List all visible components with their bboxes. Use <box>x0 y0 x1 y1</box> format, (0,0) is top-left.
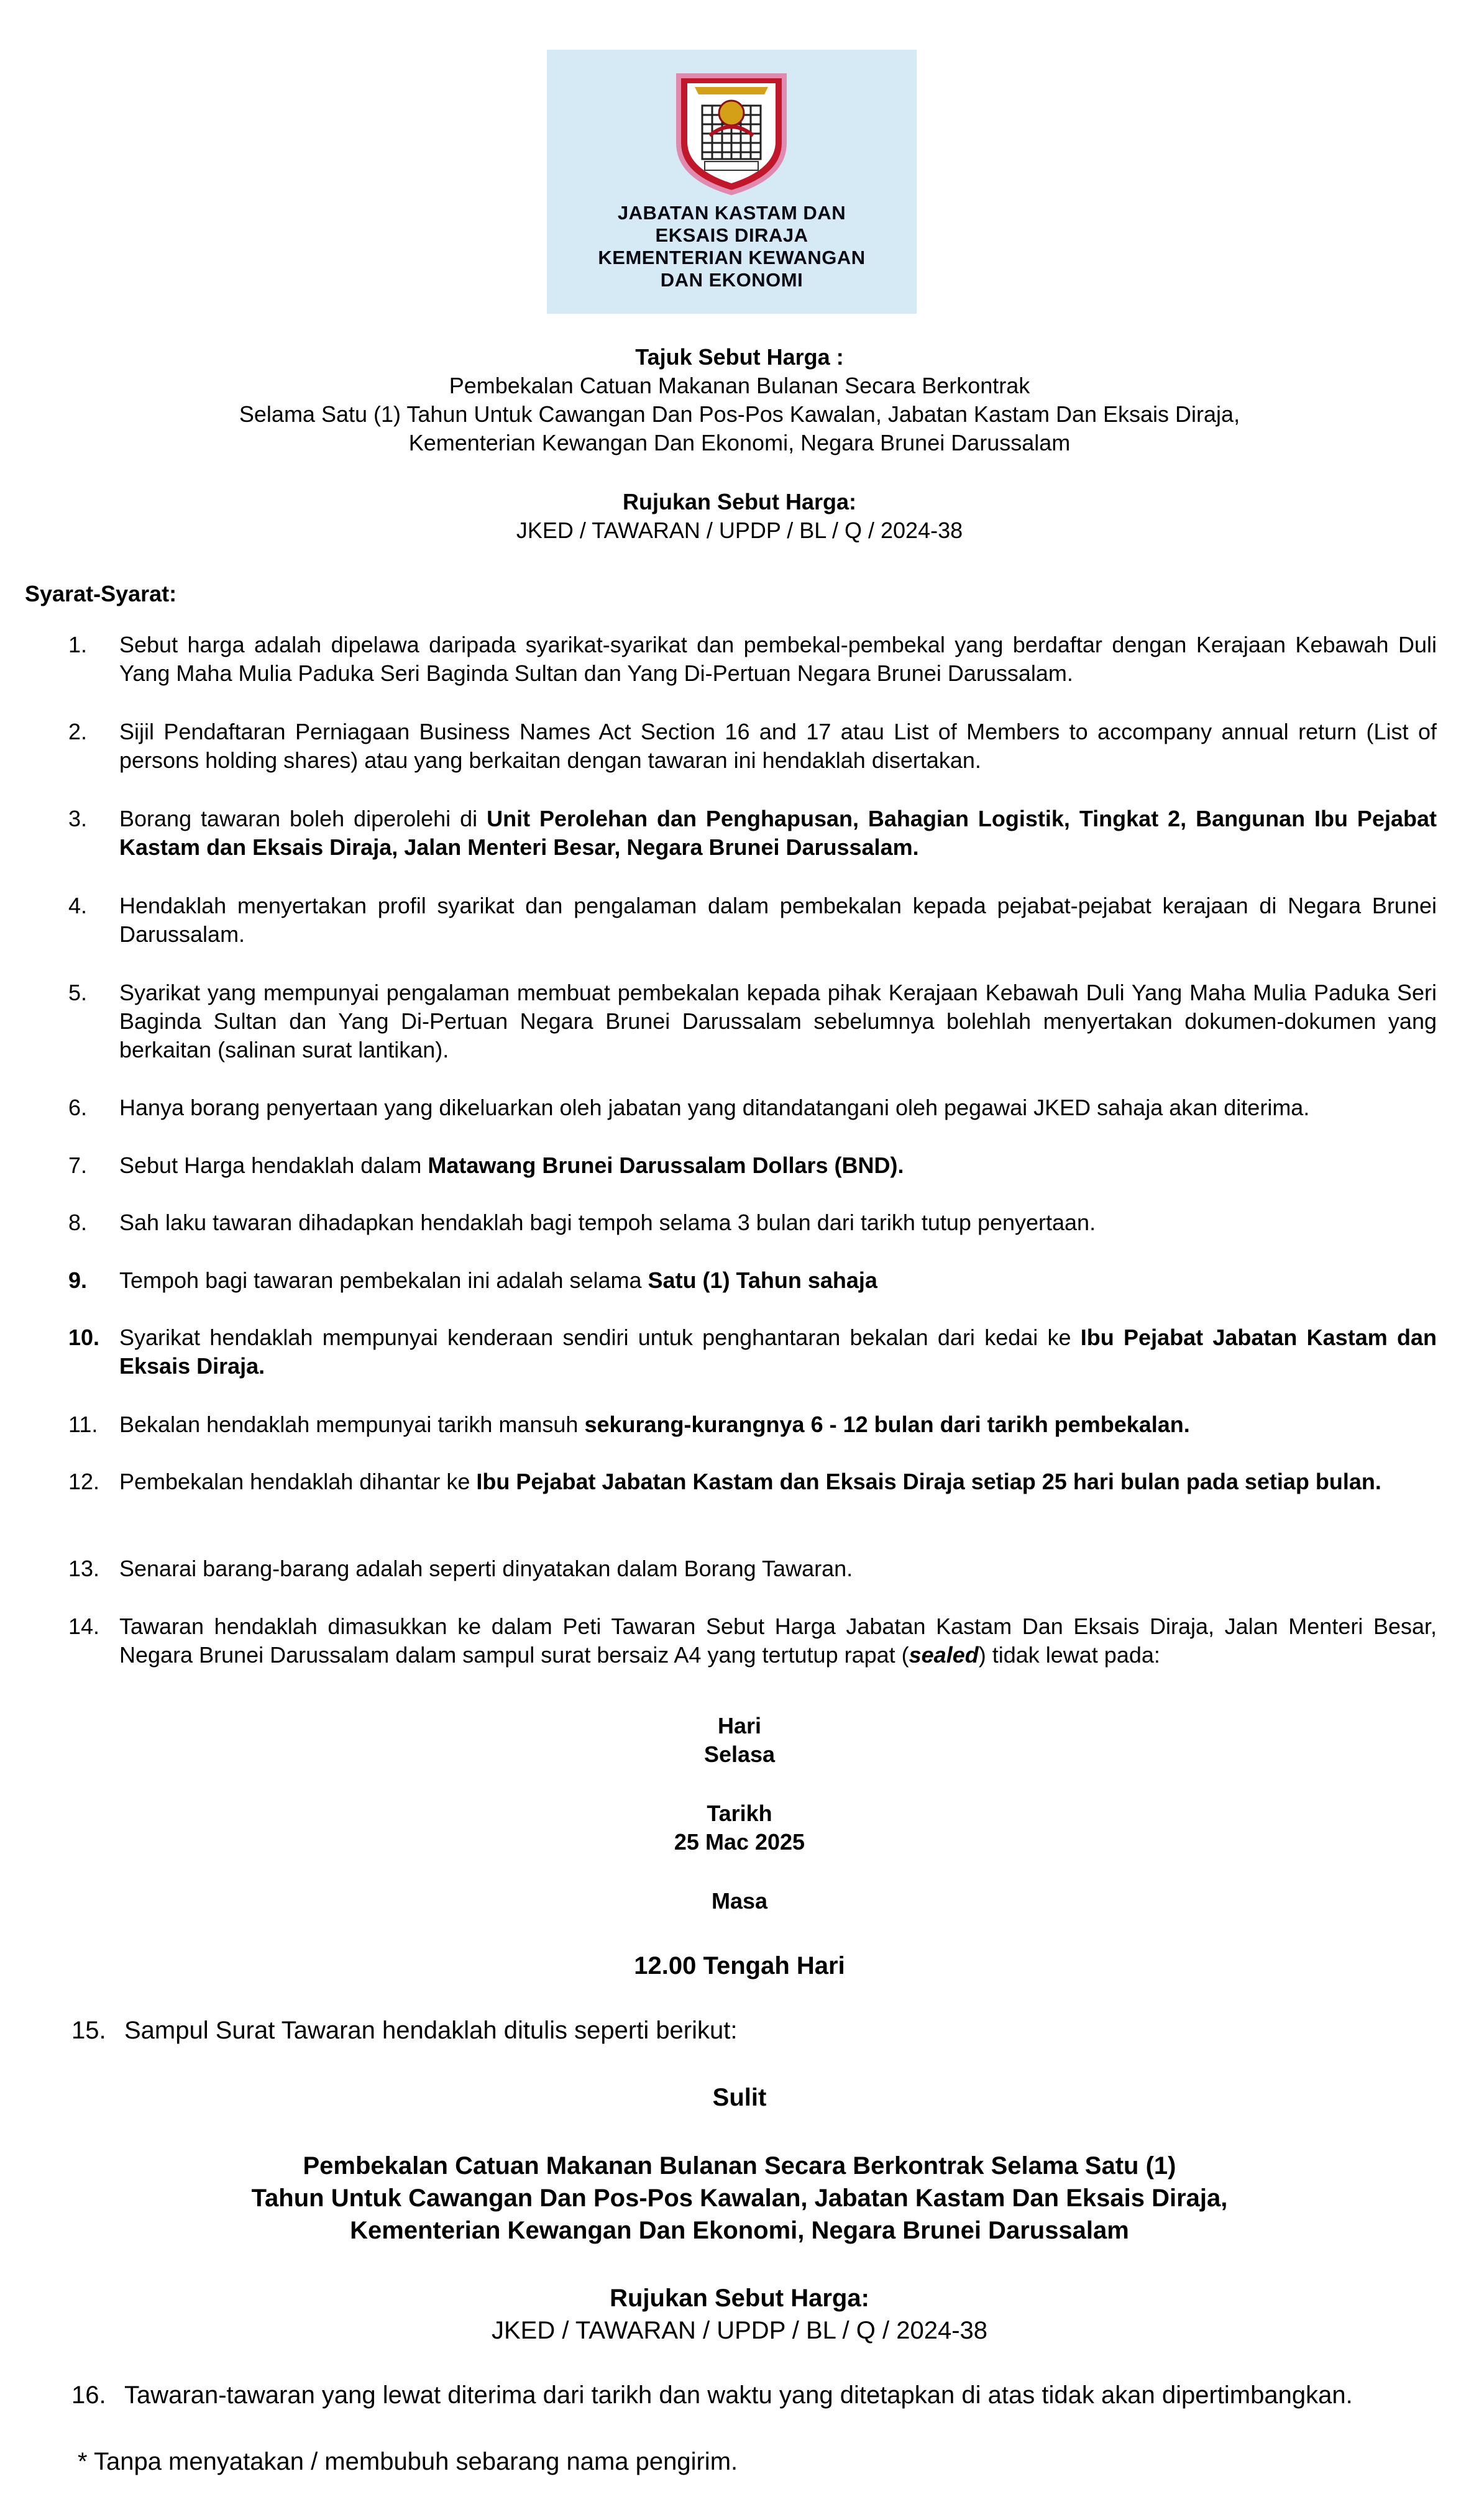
item-text-bold: Unit Perolehan dan Penghapusan, Bahagian Logistik, Tingkat 2, Bangunan Ibu Pejabat Kastam dan Eksais Diraja, Jalan Menteri Besar, Negara Brunei Darussalam. <box>119 806 1437 860</box>
rujukan-label: Rujukan Sebut Harga: <box>622 489 857 514</box>
envelope-sulit: Sulit <box>712 2084 767 2111</box>
item-number: 9. <box>68 1267 88 1293</box>
item-text-part: Borang tawaran boleh diperolehi di <box>119 806 487 831</box>
footnote: * Tanpa menyatakan / membubuh sebarang nama pengirim. <box>78 2448 738 2475</box>
item-text <box>119 1266 1437 1295</box>
item-text-part: Tawaran hendaklah dimasukkan ke dalam Peti Tawaran Sebut Harga Jabatan Kastam Dan Eksais Diraja, Jalan Menteri Besar, Negara Brunei Darussalam dalam sampul surat bersaiz A4 yang tertutup rapat ( <box>119 1614 1437 1668</box>
logo-line: KEMENTERIAN KEWANGAN <box>598 247 866 268</box>
tajuk-line: Kementerian Kewangan Dan Ekonomi, Negara Brunei Darussalam <box>408 430 1071 455</box>
item-number: 12. <box>68 1469 100 1494</box>
customs-emblem-icon <box>666 68 797 199</box>
item-text-part: Bekalan hendaklah mempunyai tarikh mansuh <box>119 1412 585 1437</box>
envelope-title-line: Tahun Untuk Cawangan Dan Pos-Pos Kawalan, Jabatan Kastam Dan Eksais Diraja, <box>251 2184 1228 2212</box>
item-text-part: ) tidak lewat pada: <box>978 1642 1160 1668</box>
item-number: 3. <box>68 806 88 831</box>
hari-value: Selasa <box>703 1742 776 1767</box>
tajuk-line: Selama Satu (1) Tahun Untuk Cawangan Dan Pos-Pos Kawalan, Jabatan Kastam Dan Eksais Diraja, <box>239 401 1240 427</box>
item-number: 2. <box>68 719 88 744</box>
item-number: 1. <box>68 632 88 657</box>
logo-text <box>547 202 917 291</box>
tajuk-label: Tajuk Sebut Harga : <box>635 344 844 370</box>
hari-label: Hari <box>717 1713 762 1738</box>
item-number: 14. <box>68 1614 100 1639</box>
tarikh-label: Tarikh <box>707 1801 772 1826</box>
item-text-part: Syarikat hendaklah mempunyai kenderaan sendiri untuk penghantaran bekalan dari kedai ke <box>119 1325 1081 1350</box>
tajuk-line: Pembekalan Catuan Makanan Bulanan Secara Berkontrak <box>449 373 1030 398</box>
item-text <box>119 718 1437 775</box>
item-number: 10. <box>68 1325 100 1350</box>
item-text-part: Tempoh bagi tawaran pembekalan ini adalah selama <box>119 1267 648 1293</box>
masa-value: 12.00 Tengah Hari <box>634 1952 845 1979</box>
item-text <box>119 1323 1437 1381</box>
envelope-rujukan-value: JKED / TAWARAN / UPDP / BL / Q / 2024-38 <box>491 2317 988 2344</box>
item-number: 4. <box>68 893 88 918</box>
item-number: 15. <box>71 2017 106 2044</box>
item-number: 13. <box>68 1556 100 1581</box>
item-text-bold: Satu (1) Tahun sahaja <box>648 1267 877 1293</box>
envelope-title-line: Pembekalan Catuan Makanan Bulanan Secara Berkontrak Selama Satu (1) <box>303 2152 1176 2180</box>
item-text-part: Sebut Harga hendaklah dalam <box>119 1153 428 1178</box>
item-text <box>119 1208 1437 1237</box>
rujukan-value: JKED / TAWARAN / UPDP / BL / Q / 2024-38 <box>516 518 963 543</box>
item-text <box>119 805 1437 862</box>
item-text-bold: sealed <box>909 1642 979 1668</box>
item-text <box>119 631 1437 688</box>
item-text-part: Hanya borang penyertaan yang dikeluarkan oleh jabatan yang ditandatangani oleh pegawai JKED sahaja akan diterima. <box>119 1095 1310 1120</box>
item-text <box>119 979 1437 1064</box>
item-text-part: Hendaklah menyertakan profil syarikat dan pengalaman dalam pembekalan kepada pejabat-pejabat kerajaan di Negara Brunei Darussalam. <box>119 893 1437 947</box>
item-number: 11. <box>68 1412 98 1437</box>
envelope-rujukan-label: Rujukan Sebut Harga: <box>610 2285 869 2312</box>
item-text-part: Sijil Pendaftaran Perniagaan Business Names Act Section 16 and 17 atau List of Members to accompany annual return (List of persons holding shares) atau yang berkaitan dengan tawaran ini hendaklah disertakan. <box>119 719 1437 773</box>
item-text-part: Sah laku tawaran dihadapkan hendaklah bagi tempoh selama 3 bulan dari tarikh tutup penyertaan. <box>119 1210 1096 1235</box>
item-text <box>119 1554 1437 1583</box>
envelope-title-line: Kementerian Kewangan Dan Ekonomi, Negara Brunei Darussalam <box>350 2217 1129 2244</box>
item-text: Tawaran-tawaran yang lewat diterima dari tarikh dan waktu yang ditetapkan di atas tidak akan dipertimbangkan. <box>124 2381 1353 2409</box>
item-text-bold: Matawang Brunei Darussalam Dollars (BND). <box>428 1153 904 1178</box>
item-text-part: Sebut harga adalah dipelawa daripada syarikat-syarikat dan pembekal-pembekal yang berdaftar dengan Kerajaan Kebawah Duli Yang Maha Mulia Paduka Seri Baginda Sultan dan Yang Di-Pertuan Negara Brunei Darussalam. <box>119 632 1437 686</box>
item-text-part: Pembekalan hendaklah dihantar ke <box>119 1469 477 1494</box>
item-text <box>119 1093 1437 1122</box>
item-text-bold: sekurang-kurangnya 6 - 12 bulan dari tarikh pembekalan. <box>584 1412 1190 1437</box>
masa-label: Masa <box>711 1888 768 1914</box>
item-text-bold: Ibu Pejabat Jabatan Kastam dan Eksais Diraja setiap 25 hari bulan pada setiap bulan. <box>476 1469 1381 1494</box>
logo-line: EKSAIS DIRAJA <box>655 224 808 246</box>
item-text <box>119 1410 1437 1439</box>
item-text <box>119 892 1437 949</box>
logo-block <box>547 50 917 314</box>
item-text-bold: Ibu Pejabat Jabatan Kastam dan Eksais Diraja. <box>119 1325 1437 1379</box>
tarikh-value: 25 Mac 2025 <box>674 1829 805 1855</box>
item-text-part: Syarikat yang mempunyai pengalaman membuat pembekalan kepada pihak Kerajaan Kebawah Duli Yang Maha Mulia Paduka Seri Baginda Sultan dan Yang Di-Pertuan Negara Brunei Darussalam sebelumnya bolehlah menyertakan dokumen-dokumen yang berkaitan (salinan surat lantikan). <box>119 980 1437 1062</box>
item-number: 8. <box>68 1210 88 1235</box>
item-number: 7. <box>68 1153 88 1178</box>
syarat-title: Syarat-Syarat: <box>25 581 177 606</box>
item-number: 16. <box>71 2381 106 2409</box>
item-text <box>119 1468 1437 1496</box>
item-number: 5. <box>68 980 88 1005</box>
logo-line: JABATAN KASTAM DAN <box>617 202 846 224</box>
logo-line: DAN EKONOMI <box>660 269 804 291</box>
item-text <box>119 1151 1437 1180</box>
item-text <box>119 1612 1437 1669</box>
item-text: Sampul Surat Tawaran hendaklah ditulis seperti berikut: <box>124 2017 738 2044</box>
item-number: 6. <box>68 1095 88 1120</box>
item-text-part: Senarai barang-barang adalah seperti dinyatakan dalam Borang Tawaran. <box>119 1556 853 1581</box>
